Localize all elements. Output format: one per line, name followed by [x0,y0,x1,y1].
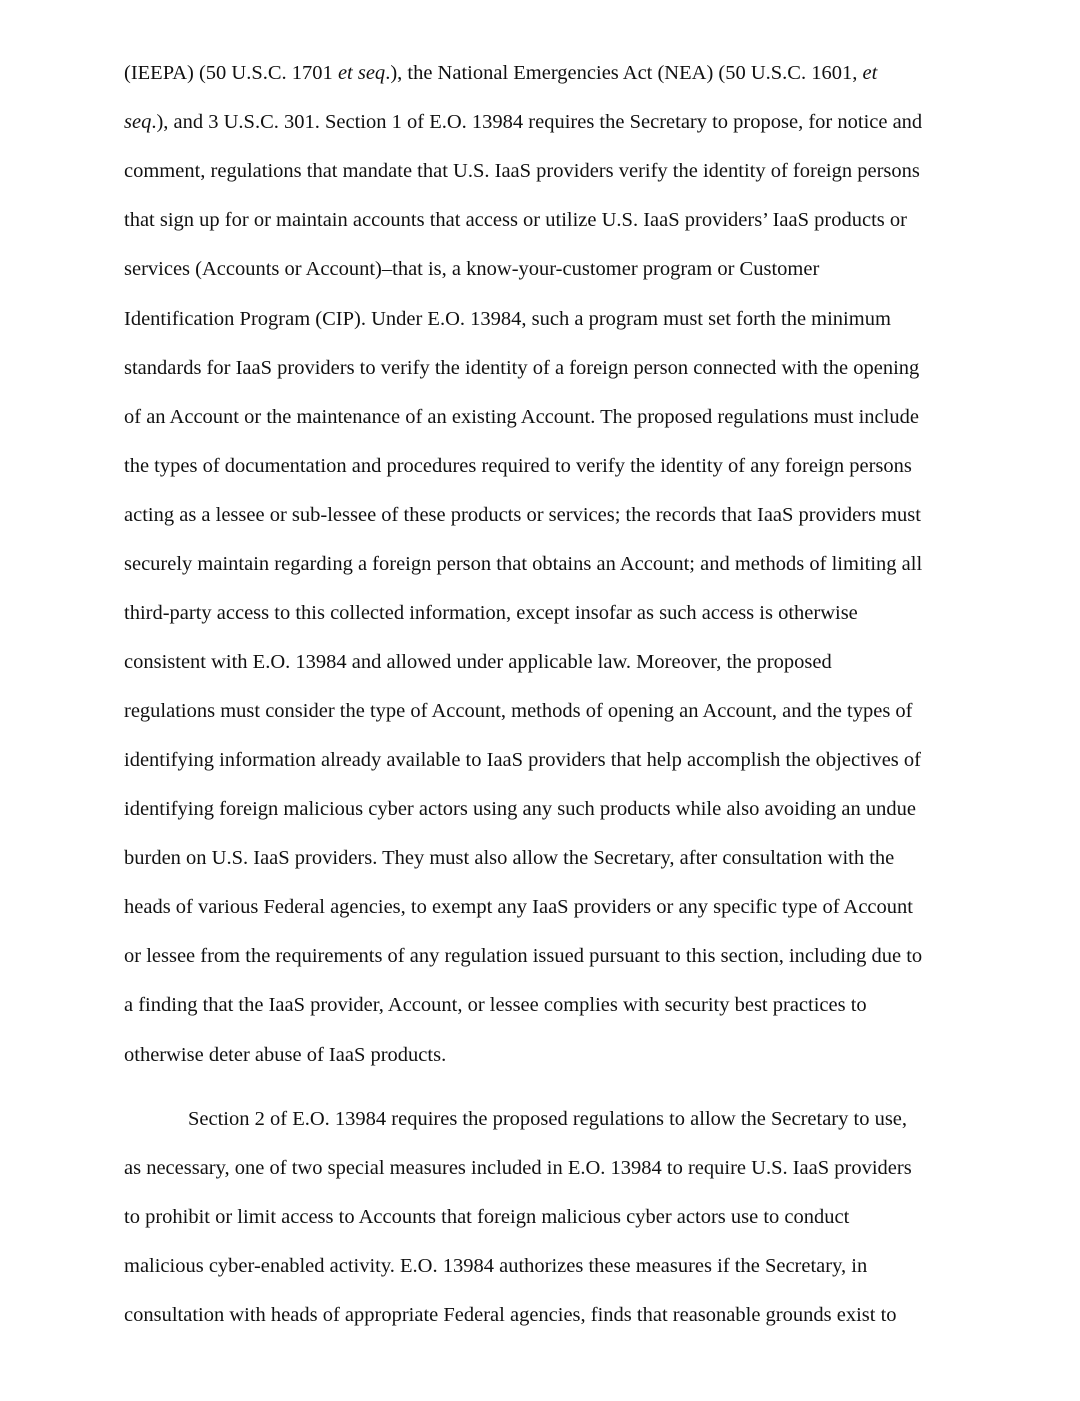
text-span: Section 2 of E.O. 13984 requires the proposed regulations to allow the Secretary to use, [188,1108,908,1130]
italic-citation: et [862,62,878,84]
text-span: services (Accounts or Account)–that is, a know-your-customer program or Customer [124,258,820,280]
text-span: Identification Program (CIP). Under E.O. 13984, such a program must set forth the minimum [124,308,891,330]
text-span: that sign up for or maintain accounts that access or utilize U.S. IaaS providers’ IaaS products or [124,209,907,231]
text-span: .), and 3 U.S.C. 301. Section 1 of E.O. 13984 requires the Secretary to propose, for notice and [151,111,923,133]
text-span: consultation with heads of appropriate Federal agencies, finds that reasonable grounds exist to [124,1304,897,1326]
text-line [124,257,819,281]
text-line [124,1205,849,1229]
text-span: burden on U.S. IaaS providers. They must also allow the Secretary, after consultation with the [124,847,895,869]
text-line [124,405,919,429]
text-span: (IEEPA) (50 U.S.C. 1701 [124,62,338,84]
text-span: the types of documentation and procedures required to verify the identity of any foreign persons [124,455,912,477]
text-line [124,454,912,478]
text-span: consistent with E.O. 13984 and allowed under applicable law. Moreover, the proposed [124,651,832,673]
text-line [124,1156,912,1180]
text-span: malicious cyber-enabled activity. E.O. 13984 authorizes these measures if the Secretary, in [124,1255,868,1277]
text-line [124,944,922,968]
text-span: or lessee from the requirements of any regulation issued pursuant to this section, including due to [124,945,923,967]
text-line [124,503,921,527]
text-span: .), the National Emergencies Act (NEA) (50 U.S.C. 1601, [385,62,863,84]
text-span: heads of various Federal agencies, to exempt any IaaS providers or any specific type of Account [124,896,913,918]
text-span: of an Account or the maintenance of an existing Account. The proposed regulations must include [124,406,919,428]
text-span: to prohibit or limit access to Accounts that foreign malicious cyber actors use to conduct [124,1206,850,1228]
text-span: comment, regulations that mandate that U.S. IaaS providers verify the identity of foreign persons [124,160,920,182]
text-span: third-party access to this collected information, except insofar as such access is otherwise [124,602,858,624]
text-line [124,1254,867,1278]
italic-citation: et seq [337,62,386,84]
text-span: regulations must consider the type of Account, methods of opening an Account, and the types of [124,700,913,722]
text-line [124,846,894,870]
text-line [124,110,922,134]
text-line [188,1107,907,1131]
text-span: as necessary, one of two special measures included in E.O. 13984 to require U.S. IaaS providers [124,1157,912,1179]
text-line [124,895,913,919]
text-line [124,159,920,183]
text-span: securely maintain regarding a foreign person that obtains an Account; and methods of limiting all [124,553,923,575]
text-line [124,1303,897,1327]
text-line [124,748,921,772]
text-span: a finding that the IaaS provider, Account, or lessee complies with security best practices to [124,994,867,1016]
text-span: identifying information already available to IaaS providers that help accomplish the objectives of [124,749,921,771]
text-span: otherwise deter abuse of IaaS products. [124,1044,447,1066]
text-line [124,208,907,232]
text-span: identifying foreign malicious cyber actors using any such products while also avoiding an undue [124,798,916,820]
text-line [124,993,867,1017]
text-line [124,552,922,576]
text-line [124,356,919,380]
text-span: standards for IaaS providers to verify the identity of a foreign person connected with the opening [124,357,920,379]
text-line [124,1043,446,1067]
text-line [124,797,916,821]
text-line [124,61,877,85]
italic-citation: seq [124,111,152,133]
text-line [124,601,858,625]
text-span: acting as a lessee or sub-lessee of these products or services; the records that IaaS providers must [124,504,921,526]
text-line [124,699,913,723]
text-line [124,650,832,674]
text-line [124,307,891,331]
